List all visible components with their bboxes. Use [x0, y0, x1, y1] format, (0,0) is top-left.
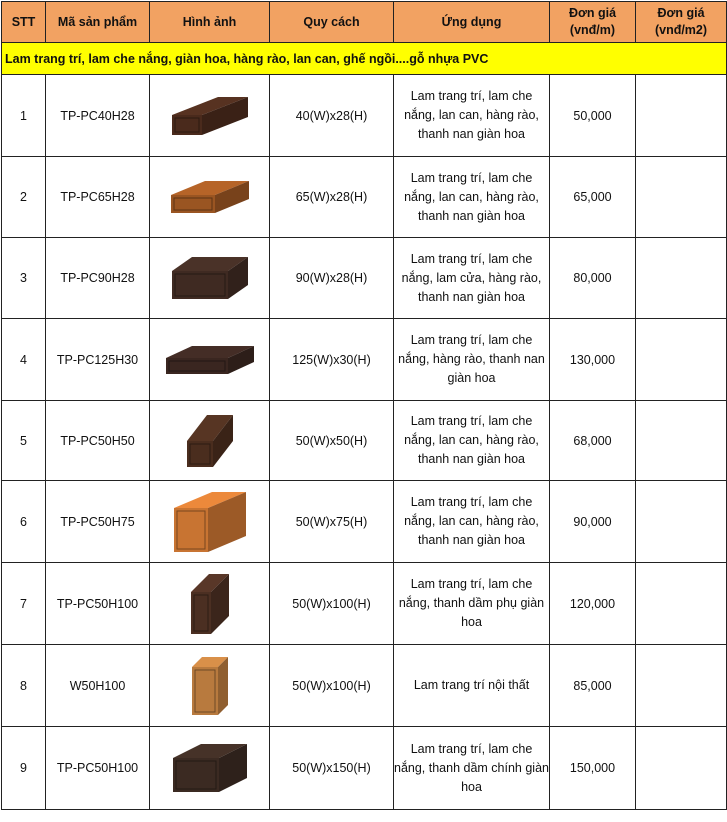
header-price-m2 [636, 2, 727, 43]
header-row [2, 2, 727, 43]
row-price-m2 [636, 645, 727, 727]
row-price-m2 [636, 481, 727, 563]
row-usage: Lam trang trí, lam che nắng, thanh dầm phụ giàn hoa [394, 563, 550, 645]
row-price-m: 68,000 [550, 401, 636, 481]
header-stt: STT [2, 2, 46, 43]
row-spec: 50(W)x75(H) [270, 481, 394, 563]
row-spec: 125(W)x30(H) [270, 319, 394, 401]
row-price-m: 50,000 [550, 75, 636, 157]
row-price-m2 [636, 157, 727, 238]
row-image [150, 401, 270, 481]
row-price-m: 130,000 [550, 319, 636, 401]
row-code: TP-PC50H100 [46, 563, 150, 645]
row-code: TP-PC90H28 [46, 238, 150, 319]
row-spec: 40(W)x28(H) [270, 75, 394, 157]
table-row [2, 563, 727, 645]
row-usage: Lam trang trí, lam che nắng, lan can, hàng rào, thanh nan giàn hoa [394, 157, 550, 238]
row-price-m2 [636, 75, 727, 157]
product-image-svg [155, 324, 265, 396]
row-code: TP-PC50H100 [46, 727, 150, 810]
row-price-m: 80,000 [550, 238, 636, 319]
row-price-m2 [636, 727, 727, 810]
row-usage: Lam trang trí, lam che nắng, lan can, hàng rào, thanh nan giàn hoa [394, 401, 550, 481]
section-row [2, 43, 727, 75]
row-image [150, 157, 270, 238]
row-stt: 6 [2, 481, 46, 563]
header-price-m-line1: Đơn giá [568, 6, 617, 20]
row-image [150, 75, 270, 157]
row-usage: Lam trang trí, lam che nắng, lan can, hàng rào, thanh nan giàn hoa [394, 481, 550, 563]
table-row [2, 481, 727, 563]
product-image-svg [155, 732, 265, 804]
header-price-m [550, 2, 636, 43]
row-price-m: 150,000 [550, 727, 636, 810]
row-code: TP-PC50H50 [46, 401, 150, 481]
section-title: Lam trang trí, lam che nắng, giàn hoa, hàng rào, lan can, ghế ngồi....gỗ nhựa PVC [2, 43, 727, 75]
row-usage: Lam trang trí, lam che nắng, thanh dầm chính giàn hoa [394, 727, 550, 810]
row-image [150, 727, 270, 810]
header-price-m2-line1: Đơn giá [657, 6, 705, 20]
row-code: TP-PC125H30 [46, 319, 150, 401]
row-spec: 50(W)x100(H) [270, 563, 394, 645]
row-spec: 50(W)x100(H) [270, 645, 394, 727]
row-stt: 5 [2, 401, 46, 481]
row-price-m2 [636, 319, 727, 401]
row-price-m2 [636, 238, 727, 319]
table-row [2, 727, 727, 810]
table-row [2, 238, 727, 319]
row-usage: Lam trang trí nội thất [394, 645, 550, 727]
row-stt: 7 [2, 563, 46, 645]
row-usage: Lam trang trí, lam che nắng, lan can, hàng rào, thanh nan giàn hoa [394, 75, 550, 157]
header-code: Mã sản phẩm [46, 2, 150, 43]
table-row [2, 645, 727, 727]
header-price-m-line2: (vnđ/m) [569, 23, 616, 37]
row-price-m2 [636, 401, 727, 481]
row-price-m: 85,000 [550, 645, 636, 727]
product-image-svg [155, 405, 265, 477]
row-usage: Lam trang trí, lam che nắng, lam cửa, hàng rào, thanh nan giàn hoa [394, 238, 550, 319]
table-row [2, 75, 727, 157]
product-image-svg [155, 161, 265, 233]
row-stt: 9 [2, 727, 46, 810]
row-price-m: 120,000 [550, 563, 636, 645]
row-image [150, 563, 270, 645]
row-code: W50H100 [46, 645, 150, 727]
row-code: TP-PC40H28 [46, 75, 150, 157]
table-row [2, 401, 727, 481]
table-row [2, 157, 727, 238]
header-image: Hình ảnh [150, 2, 270, 43]
product-image-svg [155, 80, 265, 152]
row-image [150, 481, 270, 563]
row-code: TP-PC50H75 [46, 481, 150, 563]
row-stt: 1 [2, 75, 46, 157]
row-stt: 4 [2, 319, 46, 401]
row-stt: 3 [2, 238, 46, 319]
header-price-m2-line2: (vnđ/m2) [654, 23, 708, 37]
product-image-svg [155, 242, 265, 314]
row-stt: 2 [2, 157, 46, 238]
row-image [150, 238, 270, 319]
row-code: TP-PC65H28 [46, 157, 150, 238]
row-price-m2 [636, 563, 727, 645]
row-spec: 65(W)x28(H) [270, 157, 394, 238]
product-image-svg [155, 486, 265, 558]
header-spec: Quy cách [270, 2, 394, 43]
row-spec: 50(W)x150(H) [270, 727, 394, 810]
header-usage: Ứng dụng [394, 2, 550, 43]
product-image-svg [155, 568, 265, 640]
row-usage: Lam trang trí, lam che nắng, hàng rào, thanh nan giàn hoa [394, 319, 550, 401]
row-image [150, 319, 270, 401]
row-price-m: 65,000 [550, 157, 636, 238]
row-stt: 8 [2, 645, 46, 727]
row-spec: 50(W)x50(H) [270, 401, 394, 481]
row-spec: 90(W)x28(H) [270, 238, 394, 319]
product-image-svg [155, 650, 265, 722]
row-price-m: 90,000 [550, 481, 636, 563]
row-image [150, 645, 270, 727]
table-row [2, 319, 727, 401]
price-table [1, 1, 727, 810]
